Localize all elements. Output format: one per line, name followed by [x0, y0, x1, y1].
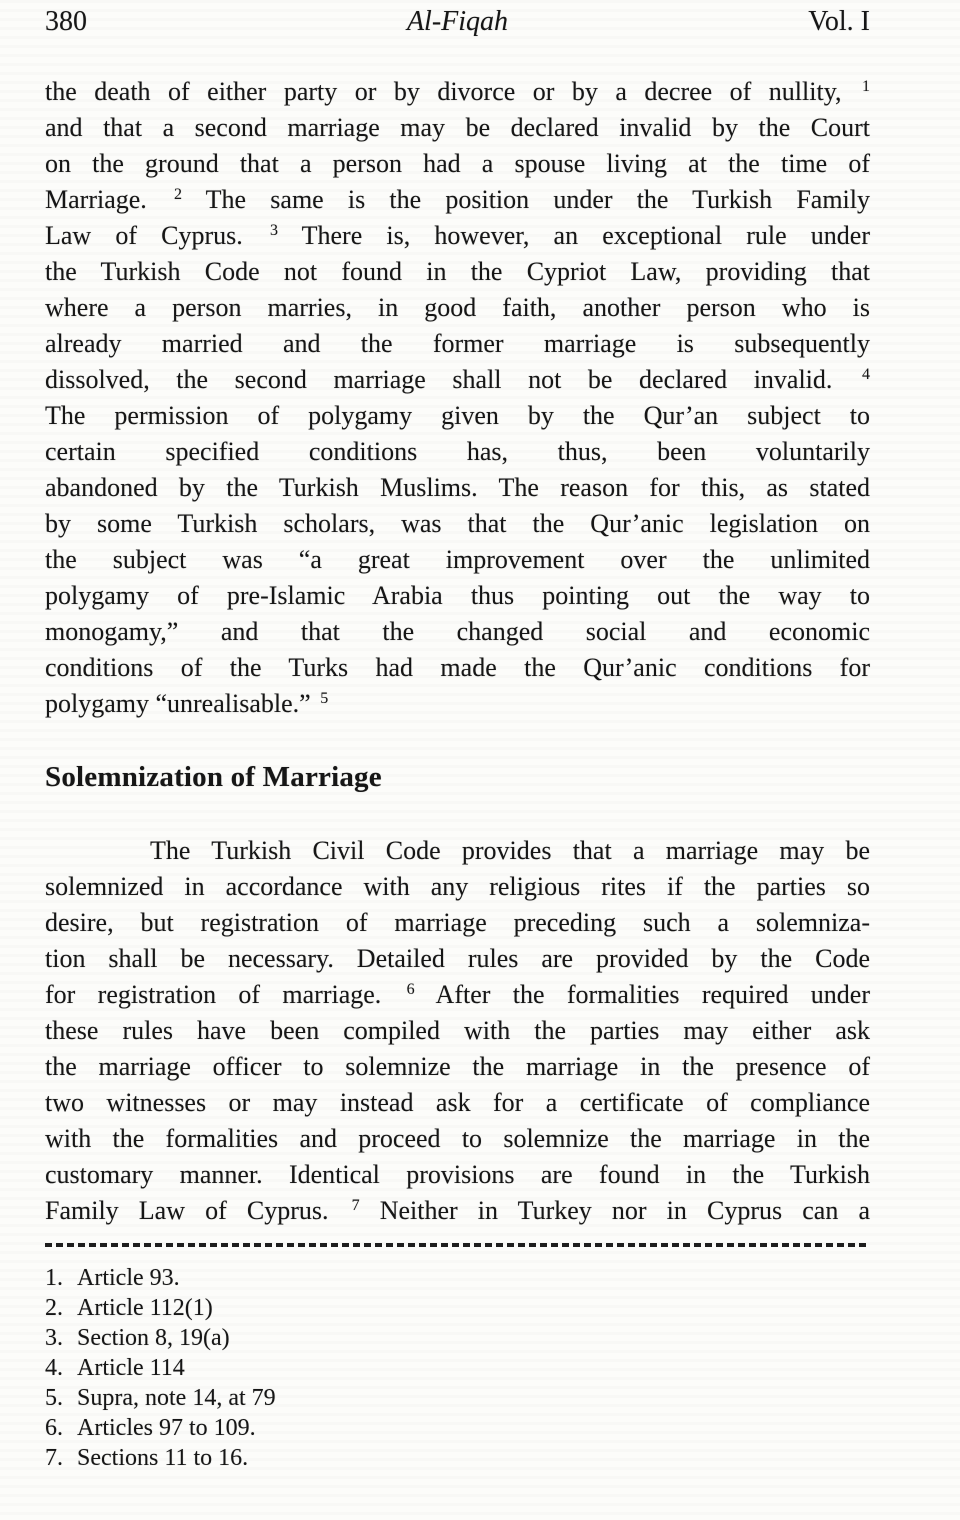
text-line: monogamy,” and that the changed social and economic [45, 617, 870, 646]
footnote-text: Section 8, 19(a) [77, 1325, 230, 1351]
book-title: Al-Fiqah [406, 6, 509, 37]
page-number: 380 [45, 6, 87, 37]
footnote-number: 4. [45, 1355, 63, 1381]
text-line: the death of either party or by divorce or by a decree of nullity, $^1$ [45, 77, 870, 106]
footnote-number: 5. [45, 1385, 63, 1411]
footnote-text: Supra, note 14, at 79 [77, 1385, 276, 1411]
text-line: customary manner. Identical provisions are found in the Turkish [45, 1160, 870, 1189]
footnote-number: 3. [45, 1325, 63, 1351]
footnote-text: Article 112(1) [77, 1295, 213, 1321]
text-line: solemnized in accordance with any religious rites if the parties so [45, 872, 870, 901]
footnotes-list [45, 1263, 870, 1473]
footnote-number: 7. [45, 1445, 63, 1471]
text-line: Family Law of Cyprus. $^7$ Neither in Turkey nor in Cyprus can a [45, 1196, 870, 1225]
text-line: tion shall be necessary. Detailed rules are provided by the Code [45, 944, 870, 973]
footnote-number: 6. [45, 1415, 63, 1441]
text-line: conditions of the Turks had made the Qur’anic conditions for [45, 653, 870, 682]
footnote-item [45, 1323, 870, 1353]
text-line: already married and the former marriage is subsequently [45, 329, 870, 358]
volume-label: Vol. I [808, 6, 870, 37]
text-line: with the formalities and proceed to solemnize the marriage in the [45, 1124, 870, 1153]
text-line: Marriage. $^2$ The same is the position under the Turkish Family [45, 185, 870, 214]
text-line: dissolved, the second marriage shall not be declared invalid. $^4$ [45, 365, 870, 394]
text-line: The permission of polygamy given by the Qur’an subject to [45, 401, 870, 430]
footnote-item [45, 1353, 870, 1383]
footnote-text: Article 114 [77, 1355, 185, 1381]
text-line: polygamy of pre-Islamic Arabia thus pointing out the way to [45, 581, 870, 610]
text-line: The Turkish Civil Code provides that a marriage may be [150, 836, 870, 865]
running-header [45, 0, 870, 44]
text-line: the Turkish Code not found in the Cypriot Law, providing that [45, 257, 870, 286]
footnote-item [45, 1443, 870, 1473]
paragraph-marriage-dissolution [45, 74, 870, 722]
text-line: certain specified conditions has, thus, been voluntarily [45, 437, 870, 466]
text-line: the marriage officer to solemnize the marriage in the presence of [45, 1052, 870, 1081]
footnote-text: Articles 97 to 109. [77, 1415, 256, 1441]
text-line: these rules have been compiled with the parties may either ask [45, 1016, 870, 1045]
section-heading: Solemnization of Marriage [45, 761, 382, 793]
text-line: abandoned by the Turkish Muslims. The reason for this, as stated [45, 473, 870, 502]
footnote-item [45, 1413, 870, 1443]
text-line: two witnesses or may instead ask for a certificate of compliance [45, 1088, 870, 1117]
text-line: desire, but registration of marriage preceding such a solemniza- [45, 908, 870, 937]
footnote-text: Article 93. [77, 1265, 180, 1291]
text-line: polygamy “unrealisable.” $^5$ [45, 689, 329, 718]
footnote-text: Sections 11 to 16. [77, 1445, 249, 1471]
text-line: for registration of marriage. $^6$ After the formalities required under [45, 980, 870, 1009]
text-line: on the ground that a person had a spouse living at the time of [45, 149, 870, 178]
text-line: where a person marries, in good faith, another person who is [45, 293, 870, 322]
footnote-separator [45, 1243, 870, 1247]
footnote-number: 2. [45, 1295, 63, 1321]
footnote-item [45, 1263, 870, 1293]
paragraph-solemnization [45, 833, 870, 1229]
text-line: by some Turkish scholars, was that the Qur’anic legislation on [45, 509, 870, 538]
footnote-number: 1. [45, 1265, 63, 1291]
footnote-item [45, 1383, 870, 1413]
text-line: the subject was “a great improvement over the unlimited [45, 545, 870, 574]
footnote-item [45, 1293, 870, 1323]
text-line: Law of Cyprus. $^3$ There is, however, an exceptional rule under [45, 221, 870, 250]
text-line: and that a second marriage may be declared invalid by the Court [45, 113, 870, 142]
